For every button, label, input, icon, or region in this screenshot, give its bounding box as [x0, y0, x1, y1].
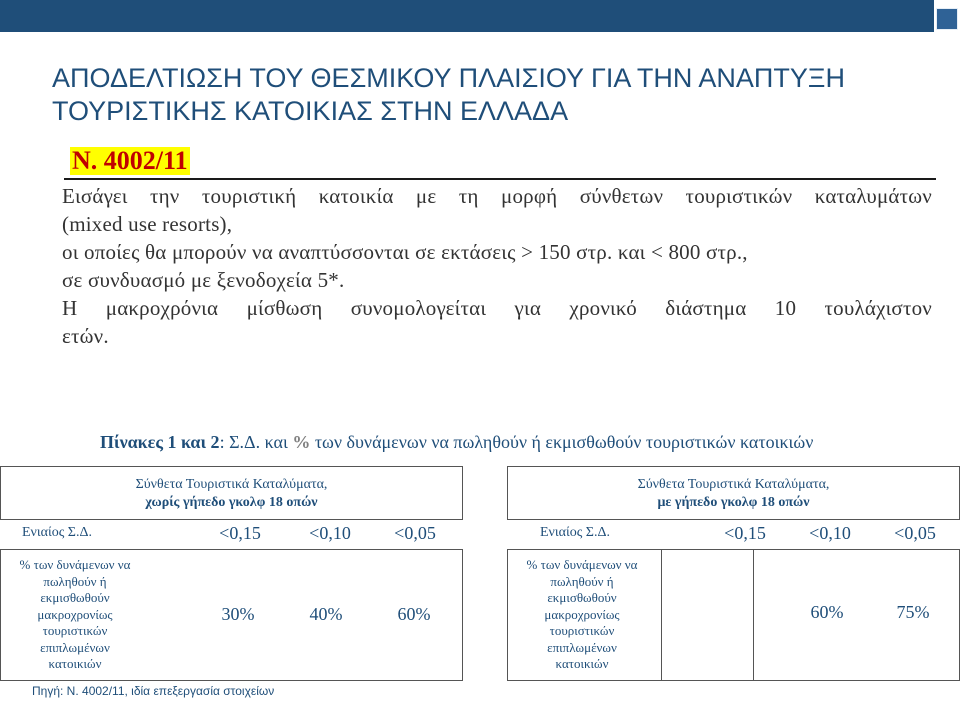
row-label-line: μακροχρονίως: [37, 606, 113, 622]
table2-threshold: <0,10: [809, 523, 851, 543]
caption-sep: : Σ.Δ. και: [219, 432, 293, 452]
table1-value: 60%: [397, 604, 431, 624]
table1-row-label: [0, 557, 150, 673]
table2-threshold: <0,05: [894, 523, 936, 543]
table1-value: 30%: [221, 604, 255, 624]
table1-threshold: <0,10: [309, 523, 351, 543]
body-line-2: (mixed use resorts),: [62, 212, 233, 236]
law-reference: Ν. 4002/11: [72, 146, 188, 175]
row-label-line: επιπλωμένων: [40, 639, 110, 655]
body-text: [62, 182, 932, 350]
table2-header-line-2: με γήπεδο γκολφ 18 οπών: [657, 495, 810, 510]
row-label-line: % των δυνάμενων να: [526, 557, 638, 572]
row-label-line: πωληθούν ή: [550, 573, 614, 589]
table2-empty-cell: [661, 549, 754, 681]
body-line-4: σε συνδυασμό με ξενοδοχεία 5*.: [62, 268, 345, 292]
body-line-3: οι οποίες θα μπορούν να αναπτύσσονται σε εκτάσεις > 150 στρ. και < 800 στρ.,: [62, 240, 748, 264]
row-label-line: εκμισθωθούν: [40, 590, 110, 605]
table1-header-line-2: χωρίς γήπεδο γκολφ 18 οπών: [145, 495, 318, 510]
table2-threshold: <0,15: [724, 523, 766, 543]
table1-value: 40%: [309, 604, 343, 624]
table1-threshold: <0,05: [394, 523, 436, 543]
row-label-line: μακροχρονίως: [544, 606, 620, 622]
title-line-1: ΑΠΟΔΕΛΤΙΩΣΗ ΤΟΥ ΘΕΣΜΙΚΟΥ ΠΛΑΙΣΙΟΥ ΓΙΑ ΤΗΝ ΑΝΑΠΤΥΞΗ: [52, 63, 845, 93]
table1-threshold: <0,15: [219, 523, 261, 543]
table2-corner: Ενιαίος Σ.Δ.: [540, 525, 610, 540]
corner-box: [936, 8, 958, 30]
table2-header-line-1: Σύνθετα Τουριστικά Καταλύματα,: [637, 477, 830, 492]
row-label-line: % των δυνάμενων να: [19, 557, 131, 572]
table1-header: [0, 476, 463, 512]
slide-title: [52, 62, 932, 128]
title-line-2: ΤΟΥΡΙΣΤΙΚΗΣ ΚΑΤΟΙΚΙΑΣ ΣΤΗΝ ΕΛΛΑΔΑ: [52, 96, 569, 126]
body-line-1: Εισάγει την τουριστική κατοικία με τη μορφή σύνθετων τουριστικών καταλυμάτων: [62, 184, 932, 208]
row-label-line: επιπλωμένων: [547, 639, 617, 655]
row-label-line: κατοικιών: [48, 656, 102, 671]
row-label-line: τουριστικών: [42, 623, 108, 638]
table1-corner: Ενιαίος Σ.Δ.: [22, 525, 92, 540]
body-line-5: Η μακροχρόνια μίσθωση συνομολογείται για χρονικό διάστημα 10 τουλάχιστον: [62, 296, 932, 320]
caption-rest: των δυνάμενων να πωληθούν ή εκμισθωθούν τουριστικών κατοικιών: [310, 432, 814, 452]
table2-value: 60%: [810, 602, 844, 622]
caption-bold: Πίνακες 1 και 2: [100, 432, 220, 452]
row-label-line: τουριστικών: [549, 623, 615, 638]
source-note: Πηγή: Ν. 4002/11, ιδία επεξεργασία στοιχείων: [32, 684, 275, 698]
table2-value: 75%: [896, 602, 930, 622]
table1-header-line-1: Σύνθετα Τουριστικά Καταλύματα,: [135, 477, 328, 492]
table2-header: [507, 476, 960, 512]
row-label-line: πωληθούν ή: [43, 573, 107, 589]
tables-caption: [100, 432, 813, 453]
caption-percent: %: [292, 432, 311, 452]
body-line-6: ετών.: [62, 324, 109, 348]
table2-row-label: [507, 557, 657, 673]
divider: [64, 178, 936, 180]
row-label-line: κατοικιών: [555, 656, 609, 671]
top-banner: [0, 0, 934, 32]
row-label-line: εκμισθωθούν: [547, 590, 617, 605]
